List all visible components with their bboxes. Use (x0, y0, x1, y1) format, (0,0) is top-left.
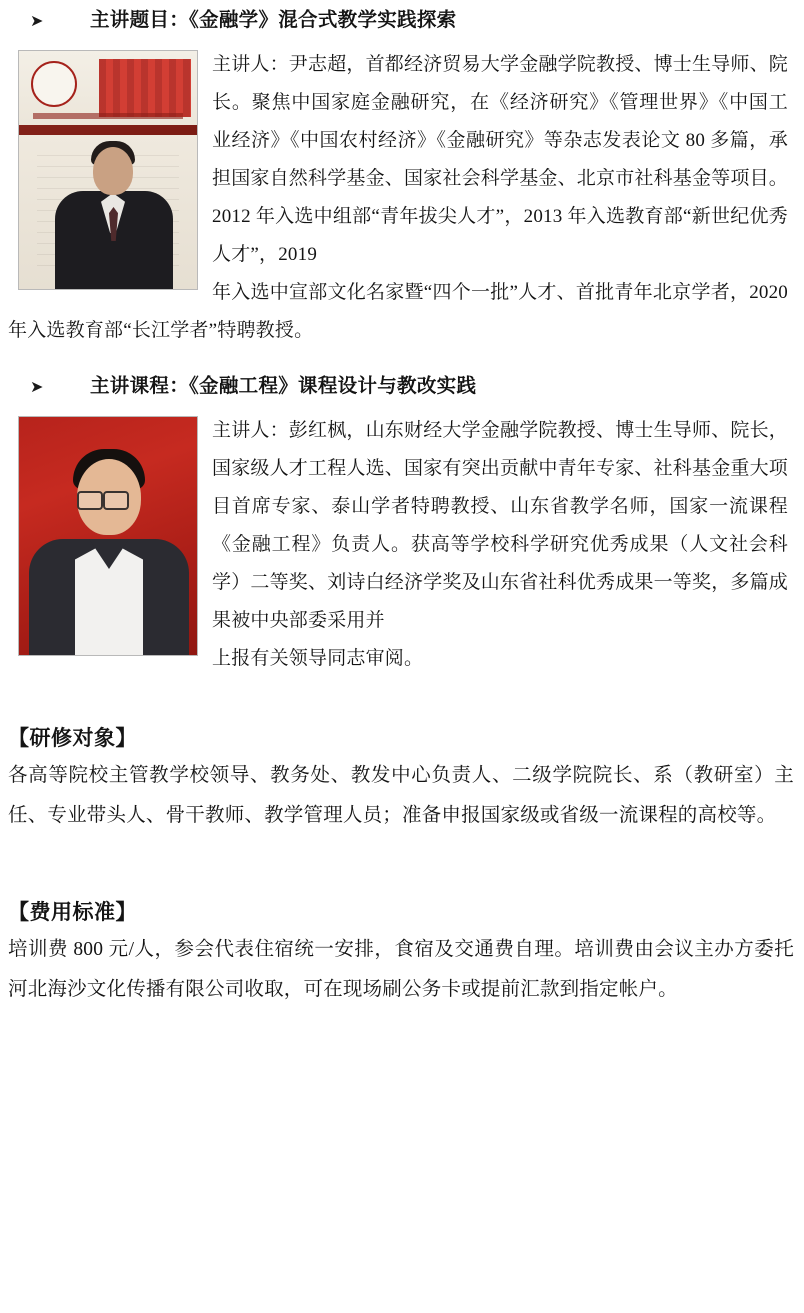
photo2-glasses-left-icon (77, 491, 103, 510)
section-heading-lecture-topic (0, 6, 804, 36)
lecture-topic-heading: 主讲题目：《金融学》混合式教学实践探索 (90, 10, 457, 31)
lecture-course-heading: 主讲课程：《金融工程》课程设计与教改实践 (90, 376, 477, 397)
photo-emblem-icon (31, 61, 77, 107)
speaker-block-yin (0, 46, 804, 350)
arrow-bullet-icon: ➤ (30, 11, 44, 30)
arrow-bullet-icon-2: ➤ (30, 377, 44, 396)
photo-caption-bar (33, 113, 183, 119)
fees-section-paragraph: 培训费 800 元/人，参会代表住宿统一安排，食宿及交通费自理。培训费由会议主办方委托河北海沙文化传播有限公司收取，可在现场刷公务卡或提前汇款到指定帐户。 (8, 939, 794, 1000)
speaker-photo-yin (18, 50, 198, 290)
photo-red-panel (99, 59, 191, 117)
photo2-glasses-right-icon (103, 491, 129, 510)
audience-section-title: 【研修对象】 (8, 726, 137, 750)
spacer-2 (0, 836, 804, 870)
section-heading-lecture-course (0, 372, 804, 402)
speaker-photo-peng (18, 416, 198, 656)
photo-person-head (93, 147, 133, 195)
fees-section-title: 【费用标准】 (8, 900, 137, 924)
speaker-bio-yin-wrapped: 主讲人：尹志超，首都经济贸易大学金融学院教授、博士生导师、院长。聚焦中国家庭金融研究，在《经济研究》《管理世界》《中国工业经济》《中国农村经济》《金融研究》等杂志发表论文 80 多篇，承担国家自然科学基金、国家社会科学基金、北京市社科基金等项目。2012 年入选中组部“青年拔尖人才”，2013 年入选教育部“新世纪优秀人才”，2019 (212, 54, 789, 265)
photo-banner-stripe (19, 125, 197, 135)
speaker-block-peng (0, 412, 804, 678)
speaker-bio-peng-continued: 上报有关领导同志审阅。 (212, 648, 424, 669)
spacer-1 (0, 678, 804, 696)
speaker-bio-peng-wrapped: 主讲人：彭红枫，山东财经大学金融学院教授、博士生导师、院长，国家级人才工程人选、国家有突出贡献中青年专家、社科基金重大项目首席专家、泰山学者特聘教授、山东省教学名师，国家一流课程《金融工程》负责人。获高等学校科学研究优秀成果（人文社会科学）二等奖、刘诗白经济学奖及山东省社科优秀成果一等奖，多篇成果被中央部委采用并 (212, 420, 789, 631)
document-page (0, 6, 804, 1313)
speaker-bio-yin-continued: 年入选中宣部文化名家暨“四个一批”人才、首批青年北京学者，2020 年入选教育部“长江学者”特聘教授。 (8, 282, 788, 341)
audience-section-paragraph: 各高等院校主管教学校领导、教务处、教发中心负责人、二级学院院长、系（教研室）主任、专业带头人、骨干教师、教学管理人员；准备申报国家级或省级一流课程的高校等。 (8, 765, 794, 826)
